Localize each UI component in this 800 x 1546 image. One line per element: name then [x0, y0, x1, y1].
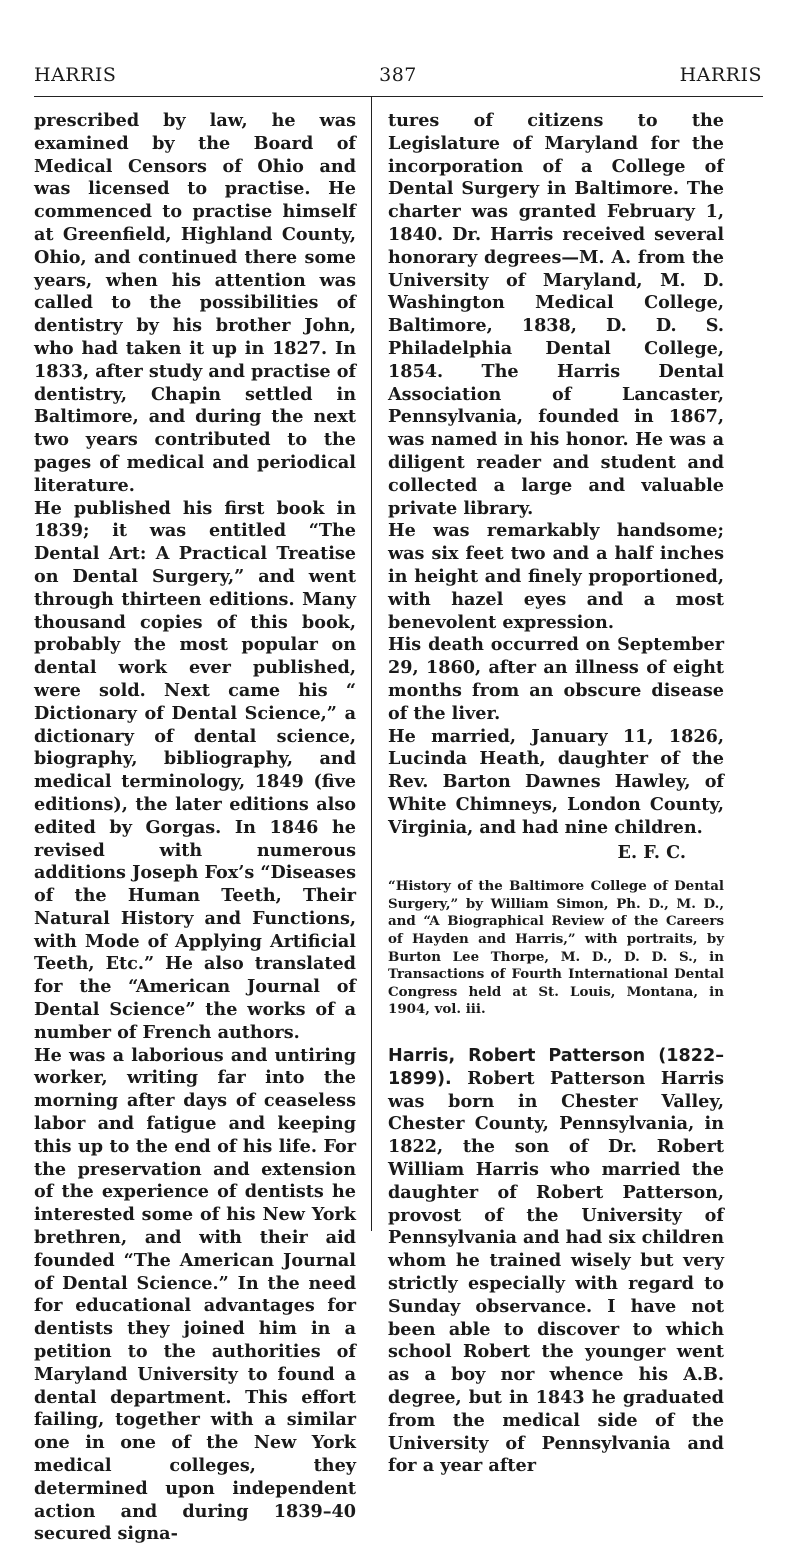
entry-text: Robert Patterson Harris was born in Chester Valley, Chester County, Pennsylvania, in 1822, the son of Dr. Robert William Harris who married the daughter of Robert Patterson, provost of the University of Pennsylvania and had six children whom he trained wisely but very strictly especially with regard to Sunday observance. I have not been able to discover to which school Robert the younger went as a boy nor whence his A.B. degree, but in 1843 he graduated from the medical side of the University of Pennsylvania and for a year after: [388, 1067, 724, 1477]
references: “History of the Baltimore College of Dental Surgery,” by William Simon, Ph. D., M. D., and “A Biographical Review of the Careers of Hayden and Harris,” with portraits, by Burton Lee Thorpe, M. D., D. D. S., in Transactions of Fourth International Dental Congress held at St. Louis, Montana, in 1904, vol. iii.: [388, 878, 724, 1018]
header-rule-left: [34, 96, 371, 97]
right-column: [388, 110, 724, 1478]
page-number: 387: [379, 64, 417, 86]
paragraph: He was a laborious and untiring worker, writing far into the morning after days of ceaseless labor and fatigue and keeping this up to the end of his life. For the preservation and extension of the experience of dentists he interested some of his New York brethren, and with their aid founded “The American Journal of Dental Science.” In the need for educational advantages for dentists they joined him in a petition to the authorities of Maryland University to found a dental department. This effort failing, together with a similar one in one of the New York medical colleges, they determined upon independent action and during 1839–40 secured signa-: [34, 1044, 356, 1545]
left-column: [34, 110, 356, 1546]
header-rule-right: [371, 96, 763, 97]
paragraph: He married, January 11, 1826, Lucinda Heath, daughter of the Rev. Barton Dawnes Hawley, of White Chimneys, London County, Virginia, and had nine children.: [388, 725, 724, 838]
paragraph: prescribed by law, he was examined by the Board of Medical Censors of Ohio and was licensed to practise. He commenced to practise himself at Greenfield, Highland County, Ohio, and continued there some years, when his attention was called to the possibilities of dentistry by his brother John, who had taken it up in 1827. In 1833, after study and practise of dentistry, Chapin settled in Baltimore, and during the next two years contributed to the pages of medical and periodical literature.: [34, 110, 357, 496]
header-left: HARRIS: [34, 64, 117, 86]
running-header: [34, 64, 762, 94]
author-initials: E. F. C.: [617, 841, 686, 863]
header-right: HARRIS: [679, 64, 762, 86]
paragraph: tures of citizens to the Legislature of Maryland for the incorporation of a College of Dental Surgery in Baltimore. The charter was granted February 1, 1840. Dr. Harris received several honorary degrees—M. A. from the University of Maryland, M. D. Washington Medical College, Baltimore, 1838, D. D. S. Philadelphia Dental College, 1854. The Harris Dental Association of Lancaster, Pennsylvania, founded in 1867, was named in his honor. He was a diligent reader and student and collected a large and valuable private library.: [388, 110, 724, 519]
entry-heading: Harris, Robert Patterson (1822–1899).: [388, 1046, 724, 1089]
paragraph: He was remarkably handsome; was six feet two and a half inches in height and finely proportioned, with hazel eyes and a most benevolent expression.: [388, 520, 724, 633]
paragraph: He published his first book in 1839; it was entitled “The Dental Art: A Practical Treatise on Dental Surgery,” and went through thirteen editions. Many thousand copies of this book, probably the most popular on dental work ever published, were sold. Next came his “ Dictionary of Dental Science,” a dictionary of dental science, biography, bibliography, and medical terminology, 1849 (five editions), the later editions also edited by Gorgas. In 1846 he revised with numerous additions Joseph Fox’s “Diseases of the Human Teeth, Their Natural History and Functions, with Mode of Applying Artificial Teeth, Etc.” He also translated for the “American Journal of Dental Science” the works of a number of French authors.: [34, 497, 356, 1043]
column-divider: [371, 96, 372, 1231]
paragraph: His death occurred on September 29, 1860, after an illness of eight months from an obscure disease of the liver.: [388, 634, 724, 724]
entry-paragraph: [388, 1045, 724, 1478]
